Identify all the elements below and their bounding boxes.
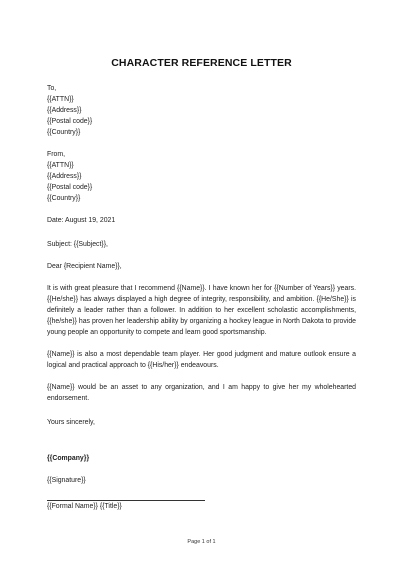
to-country: {{Country}} <box>47 129 81 136</box>
document-title: CHARACTER REFERENCE LETTER <box>111 57 292 69</box>
from-attn: {{ATTN}} <box>47 162 74 169</box>
from-label: From, <box>47 151 65 158</box>
closing: Yours sincerely, <box>47 419 95 426</box>
sender-block <box>47 149 356 204</box>
formal-name-title: {{Formal Name}} {{Title}} <box>47 503 122 510</box>
signature-placeholder: {{Signature}} <box>47 477 86 484</box>
body-paragraph-2: {{Name}} is also a most dependable team player. Her good judgment and mature outlook ensure a logical and practical approach to {{His/her}} endeavours. <box>47 351 356 369</box>
letter-subject: Subject: {{Subject}}, <box>47 241 108 248</box>
body-paragraph-3: {{Name}} would be an asset to any organization, and I am happy to give her my wholehearted endorsement. <box>47 384 356 402</box>
to-postal-code: {{Postal code}} <box>47 118 93 125</box>
from-address: {{Address}} <box>47 173 82 180</box>
salutation: Dear {Recipient Name}}, <box>47 263 122 270</box>
to-attn: {{ATTN}} <box>47 96 74 103</box>
letter-date: Date: August 19, 2021 <box>47 217 116 224</box>
to-address: {{Address}} <box>47 107 82 114</box>
from-country: {{Country}} <box>47 195 81 202</box>
page-number: Page 1 of 1 <box>187 539 216 545</box>
from-postal-code: {{Postal code}} <box>47 184 93 191</box>
letter-body <box>47 83 356 512</box>
recipient-block <box>47 83 356 138</box>
to-label: To, <box>47 85 57 92</box>
company-name: {{Company}} <box>47 455 90 462</box>
body-paragraph-1: It is with great pleasure that I recommend {{Name}}. I have known her for {{Number of Years}} years. {{He/she}} has always displayed a high degree of integrity, responsibility, and ambition. {{He/She}} is definitely a leader rather than a follower. In addition to her excellent scholastic accomplishments, {{he/she}} has proven her leadership ability by organizing a hockey league in North Dakota to provide young people an opportunity to compete and learn good sportsmanship. <box>47 285 356 336</box>
